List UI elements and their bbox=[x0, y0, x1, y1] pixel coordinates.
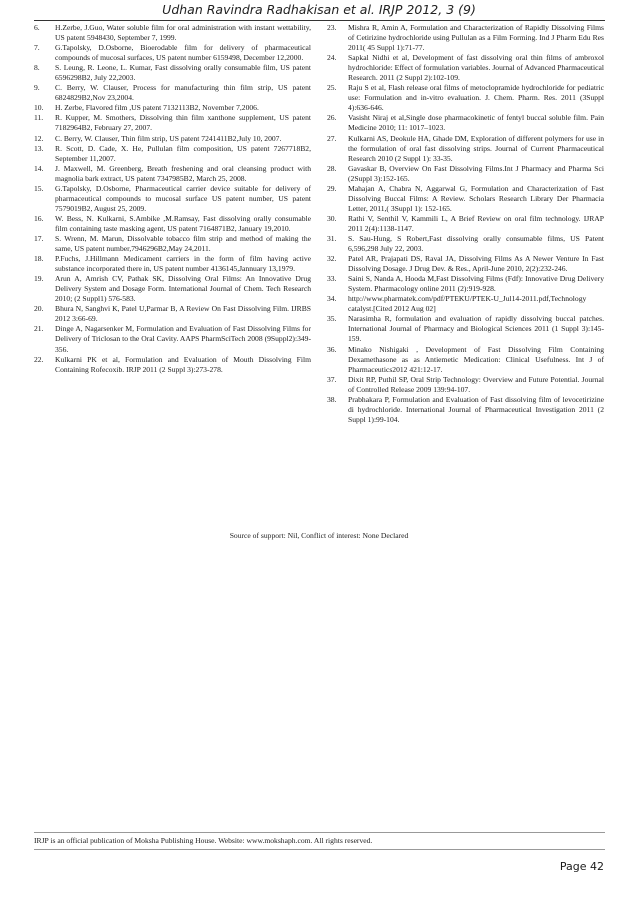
reference-item bbox=[327, 274, 604, 294]
reference-number: 38. bbox=[327, 394, 337, 404]
reference-item bbox=[34, 274, 311, 304]
reference-text: Kulkarni PK et al, Formulation and Evaluation of Mouth Dissolving Film Containing Rofecoxib. IRJP 2011 (2 Suppl 3):273-278. bbox=[55, 354, 311, 374]
reference-text: S. Sau-Hung, S Robert,Fast dissolving orally consumable films, US Patent 6,596,298 July 22, 2003. bbox=[348, 233, 604, 254]
reference-item bbox=[34, 184, 311, 214]
reference-item bbox=[327, 184, 604, 214]
reference-item bbox=[34, 134, 311, 144]
reference-number: 18. bbox=[34, 254, 44, 264]
reference-number: 19. bbox=[34, 274, 44, 284]
reference-item bbox=[327, 395, 604, 425]
reference-text: C. Berry, W. Clauser, Thin film strip, US patent 7241411B2,July 10, 2007. bbox=[55, 133, 282, 143]
reference-item bbox=[34, 43, 311, 63]
reference-number: 28. bbox=[327, 163, 337, 173]
reference-item bbox=[34, 254, 311, 274]
reference-number: 8. bbox=[34, 63, 40, 73]
reference-number: 34. bbox=[327, 294, 337, 304]
source-of-support-note: Source of support: Nil, Conflict of interest: None Declared bbox=[229, 531, 409, 540]
reference-text: Narasimha R, formulation and evaluation of rapidly dissolving buccal patches. International Journal of Pharmacy and Biological Sciences 2011 (1 Suppl 3):145-159. bbox=[348, 314, 604, 344]
reference-number: 11. bbox=[34, 113, 44, 123]
reference-text: Bhura N, Sanghvi K, Patel U,Parmar B, A Review On Fast Dissolving Film. IJRBS 2012 3:66-69. bbox=[55, 304, 311, 324]
reference-number: 31. bbox=[327, 233, 337, 243]
reference-text: Gavaskar B, Overview On Fast Dissolving Films.Int J Pharmacy and Pharma Sci (2Suppl 3):152-165. bbox=[348, 163, 604, 183]
reference-text: http://www.pharmatek.com/pdf/PTEKU/PTEK-U_Jul14-2011.pdf,Technology catalyst.[Cited 2012 Aug 02] bbox=[348, 294, 587, 314]
reference-number: 21. bbox=[34, 324, 44, 334]
reference-item bbox=[34, 214, 311, 234]
reference-item bbox=[34, 304, 311, 324]
reference-number: 14. bbox=[34, 163, 44, 173]
reference-item bbox=[327, 83, 604, 113]
reference-text: Minako Nishigaki , Development of Fast Dissolving Film Containing Dexamethasone as as Antiemetic Medication: Clinical Usefulness. Int J of Pharmaceutics2012 421:12-17. bbox=[348, 344, 604, 374]
reference-number: 22. bbox=[34, 354, 44, 364]
reference-item bbox=[34, 164, 311, 184]
reference-text: Dinge A, Nagarsenker M, Formulation and Evaluation of Fast Dissolving Films for Delivery of Triclosan to the Oral Cavity. AAPS PharmSciTech 2008 (9Suppl2):349-356. bbox=[55, 324, 311, 354]
references-right-column bbox=[327, 23, 604, 425]
reference-number: 35. bbox=[327, 314, 337, 324]
reference-item bbox=[327, 23, 604, 53]
reference-number: 6. bbox=[34, 23, 40, 32]
reference-text: Sapkal Nidhi et al, Development of fast dissolving oral thin films of ambroxol hydrochloride: Effect of formulation variables. Journal of Advanced Pharmaceutical Research. 2011 (2 Suppl 2):102-109. bbox=[348, 53, 604, 83]
reference-item bbox=[327, 214, 604, 234]
reference-item bbox=[327, 375, 604, 395]
reference-item bbox=[327, 314, 604, 344]
reference-item bbox=[34, 234, 311, 254]
reference-text: C. Berry, W. Clauser, Process for manufacturing thin film strip, US patent 6824829B2,Nov 23,2004. bbox=[55, 83, 311, 103]
reference-item bbox=[34, 83, 311, 103]
reference-number: 30. bbox=[327, 213, 337, 223]
reference-text: J. Maxwell, M. Greenberg, Breath freshening and oral cleansing product with magnolia bark extract, US patent 7347985B2, March 25, 2008. bbox=[55, 163, 311, 183]
reference-item bbox=[34, 113, 311, 133]
reference-item bbox=[327, 113, 604, 133]
reference-number: 10. bbox=[34, 103, 44, 113]
page-number: Page 42 bbox=[559, 860, 604, 873]
reference-number: 36. bbox=[327, 344, 337, 354]
reference-text: R. Kupper, M. Smothers, Dissolving thin film xanthone supplement, US patent 7182964B2, February 27, 2007. bbox=[55, 113, 311, 133]
reference-number: 20. bbox=[34, 304, 44, 314]
reference-number: 12. bbox=[34, 133, 44, 143]
publisher-footer: IRJP is an official publication of Moksha Publishing House. Website: www.mokshaph.com. All rights reserved. bbox=[34, 836, 373, 845]
reference-number: 26. bbox=[327, 113, 337, 123]
reference-number: 7. bbox=[34, 43, 40, 53]
reference-text: Arun A, Amrish CV, Pathak SK, Dissolving Oral Films: An Innovative Drug Delivery System and Dosage Form. International Journal of Chem. Tech Research 2010; (2 Suppl1) 576-583. bbox=[55, 274, 311, 304]
reference-text: Raju S et al, Flash release oral films of metoclopramide hydrochloride for pediatric use: Formulation and in-vitro evaluation. J. Chem. Pharm. Res. 2011 (3Suppl 4):636-646. bbox=[348, 83, 604, 113]
reference-item bbox=[34, 144, 311, 164]
reference-number: 9. bbox=[34, 83, 40, 93]
references-left-column bbox=[34, 23, 311, 375]
reference-number: 29. bbox=[327, 183, 337, 193]
reference-text: Saini S, Nanda A, Hooda M,Fast Dissolving Films (Fdf): Innovative Drug Delivery System. Pharmacology online 2011 (2):919-928. bbox=[348, 274, 604, 294]
reference-text: Dixit RP, Puthil SP, Oral Strip Technology: Overview and Future Potential. Journal of Controlled Release 2009 139:94-107. bbox=[348, 374, 604, 394]
reference-number: 33. bbox=[327, 274, 337, 284]
reference-item bbox=[34, 324, 311, 354]
reference-item bbox=[34, 63, 311, 83]
reference-text: P.Fuchs, J.Hillmann Medicament carriers in the form of film having active substance incorporated there in, US patent number 4136145,Jannuary 13,1979. bbox=[55, 254, 311, 274]
reference-item bbox=[327, 254, 604, 274]
reference-number: 17. bbox=[34, 233, 44, 243]
reference-item bbox=[327, 294, 604, 314]
reference-item bbox=[327, 53, 604, 83]
reference-text: H.Zerbe, J.Guo, Water soluble film for oral administration with instant wettability, US patent 5948430, September 7, 1999. bbox=[55, 23, 311, 43]
reference-text: Rathi V, Senthil V, Kammili L, A Brief Review on oral film technology. IJRAP 2011 2(4):1138-1147. bbox=[348, 213, 604, 233]
reference-text: S. Wrenn, M. Marun, Dissolvable tobacco film strip and method of making the same, US patent number,7946296B2,May 24,2011. bbox=[55, 233, 311, 254]
reference-text: W. Bess, N. Kulkarni, S.Ambike ,M.Ramsay, Fast dissolving orally consumable film containing taste masking agent, US patent 7164871B2, January 19,2010. bbox=[55, 213, 311, 233]
reference-number: 27. bbox=[327, 133, 337, 143]
reference-number: 15. bbox=[34, 183, 44, 193]
reference-text: Vasisht Niraj et al,Single dose pharmacokinetic of fentyl buccal soluble film. Pain Medicine 2010; 11: 1017–1023. bbox=[348, 113, 604, 133]
reference-text: Kulkarni AS, Deokule HA, Ghade DM, Exploration of different polymers for use in the formulation of oral fast dissolving strips. Journal of Current Pharmaceutical Research 2010 (2 Suppl 1): 33-35. bbox=[348, 133, 604, 163]
reference-number: 24. bbox=[327, 53, 337, 63]
reference-number: 32. bbox=[327, 254, 337, 264]
reference-item bbox=[327, 234, 604, 254]
reference-text: Mishra R, Amin A, Formulation and Characterization of Rapidly Dissolving Films of Cetirizine hydrochloride using Pullulan as a Film Forming. Ind J Pharm Edu Res 2011( 45 Suppl 1):71-77. bbox=[348, 23, 604, 53]
reference-text: Mahajan A, Chabra N, Aggarwal G, Formulation and Characterization of Fast Dissolving Buccal Films: A Review. Scholars Research Library Der Pharmacia Letter, 2011,( 3Suppl 1): 152-165. bbox=[348, 183, 604, 213]
reference-item bbox=[34, 355, 311, 375]
reference-text: R. Scott, D. Cade, X. He, Pullulan film composition, US patent 7267718B2, September 11,2007. bbox=[55, 143, 311, 163]
reference-item bbox=[327, 164, 604, 184]
reference-item bbox=[34, 103, 311, 113]
reference-text: G.Tapolsky, D.Osborne, Bioerodable film for delivery of pharmaceutical compounds of mucosal surfaces, US patent number 6159498, December 12,2000. bbox=[55, 43, 311, 63]
reference-number: 13. bbox=[34, 143, 44, 153]
header-divider bbox=[34, 20, 605, 21]
reference-text: Prabhakara P, Formulation and Evaluation of Fast dissolving film of levocetirizine di hydrochloride. International Journal of Pharmaceutical Investigation 2011 (2 Suppl 1):99-104. bbox=[348, 394, 604, 424]
reference-text: H. Zerbe, Flavored film ,US patent 7132113B2, November 7,2006. bbox=[55, 103, 259, 113]
reference-number: 16. bbox=[34, 213, 44, 223]
reference-text: G.Tapolsky, D.Osborne, Pharmaceutical carrier device suitable for delivery of pharmaceutical compounds to mucosal surface US patent number, US patent 7579019B2, August 25, 2009. bbox=[55, 183, 311, 213]
running-header: Udhan Ravindra Radhakisan et al. IRJP 2012, 3 (9) bbox=[162, 2, 476, 17]
footer-divider-bottom bbox=[34, 849, 605, 850]
reference-item bbox=[327, 345, 604, 375]
reference-number: 23. bbox=[327, 23, 337, 32]
reference-number: 25. bbox=[327, 83, 337, 93]
reference-item bbox=[34, 23, 311, 43]
reference-text: S. Leung, R. Leone, L. Kumar, Fast dissolving orally consumable film, US patent 6596298B2, July 22,2003. bbox=[55, 63, 311, 83]
reference-item bbox=[327, 134, 604, 164]
reference-text: Patel AR, Prajapati DS, Raval JA, Dissolving Films As A Newer Venture In Fast Dissolving Dosage. J Drug Dev. & Res., April-June 2010, 2(2):232-246. bbox=[348, 254, 604, 274]
reference-number: 37. bbox=[327, 374, 337, 384]
footer-divider-top bbox=[34, 832, 605, 833]
